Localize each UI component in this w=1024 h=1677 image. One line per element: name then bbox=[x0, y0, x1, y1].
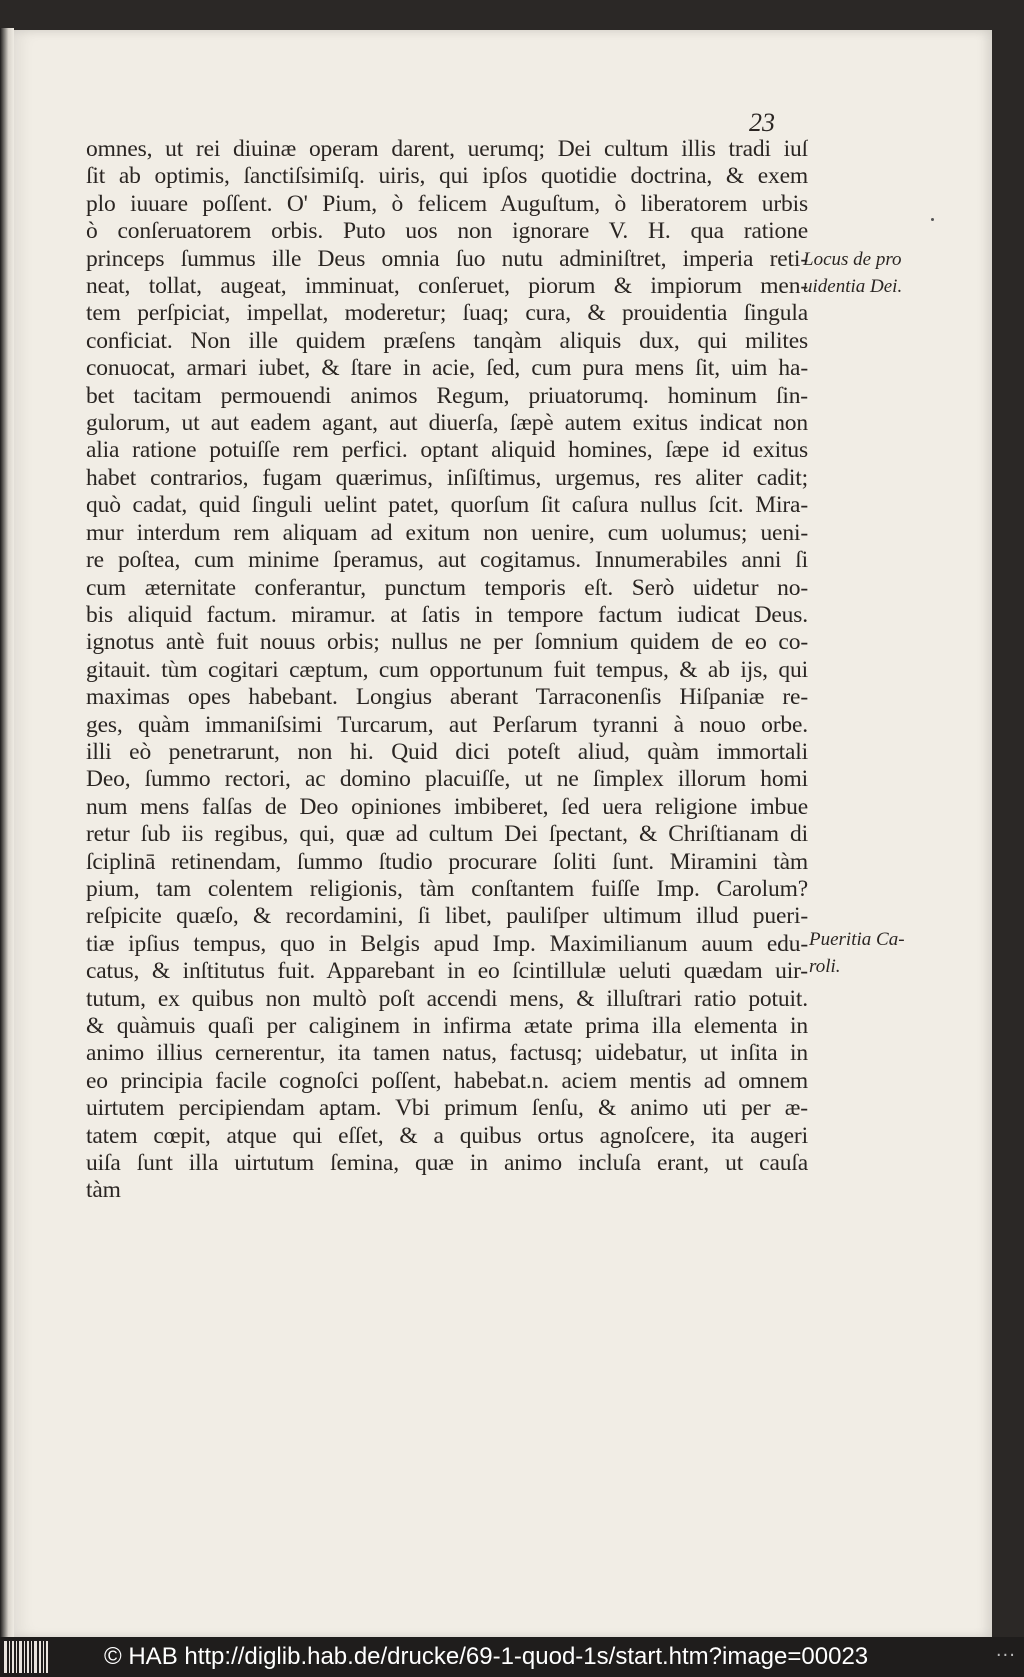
text-line: quò cadat, quid ſinguli uelint patet, quorſum ſit caſura nullus ſcit. Mira- bbox=[86, 492, 808, 519]
copyright-url[interactable]: © HAB http://diglib.hab.de/drucke/69-1-quod-1s/start.htm?image=00023 bbox=[104, 1643, 869, 1670]
text-line: & quàmuis quaſi per caliginem in infirma ætate prima illa elementa in bbox=[86, 1013, 808, 1039]
catchword: tàm bbox=[86, 1177, 121, 1204]
text-line: illi eò penetrarunt, non hi. Quid dici poteſt aliud, quàm immortali bbox=[86, 738, 808, 765]
text-line: re poſtea, cum minime ſperamus, aut cogitamus. Innumerabiles anni ſi bbox=[86, 547, 808, 574]
body-text bbox=[86, 136, 808, 1205]
viewer-footer bbox=[0, 1637, 1024, 1677]
text-line: gitauit. tùm cogitari cæptum, cum opportunum fuit tempus, & ab ijs, qui bbox=[86, 656, 808, 683]
text-line: gulorum, ut aut eadem agant, aut diuerſa, ſæpè autem exitus indicat non bbox=[86, 410, 808, 437]
page-number: 23 bbox=[749, 108, 775, 137]
marginal-note-pueritia bbox=[809, 926, 905, 980]
document-page bbox=[14, 30, 992, 1638]
text-line: princeps ſummus ille Deus omnia ſuo nutu adminiſtret, imperia reti- bbox=[86, 245, 808, 272]
text-line: neat, tollat, augeat, imminuat, conſeruet, piorum & impiorum men- bbox=[86, 273, 808, 300]
text-line: uiſa ſunt illa uirtutum ſemina, quæ in animo incluſa erant, ut cauſa bbox=[86, 1150, 808, 1177]
marginal-line: Locus de pro bbox=[803, 249, 902, 270]
book-edge bbox=[0, 28, 14, 1638]
text-line: alia ratione potuiſſe rem perfici. optant aliquid homines, ſæpe id exitus bbox=[86, 437, 808, 464]
marginal-line: uidentia Dei. bbox=[803, 276, 903, 297]
text-line: tatem cœpit, atque qui eſſet, & a quibus ortus agnoſcere, ita augeri bbox=[86, 1122, 808, 1149]
text-line: habet contrarios, fugam quærimus, inſiſtimus, urgemus, res aliter cadit; bbox=[86, 464, 808, 491]
text-line: num mens falſas de Deo opiniones imbiberet, ſed uera religione imbue bbox=[86, 793, 808, 820]
text-line: pium, tam colentem religionis, tàm conſtantem fuiſſe Imp. Carolum? bbox=[86, 875, 808, 902]
text-line: tiæ ipſius tempus, quo in Belgis apud Imp. Maximilianum auum edu- bbox=[86, 930, 808, 957]
ink-speck bbox=[931, 218, 934, 221]
text-line: tem perſpiciat, impellat, moderetur; ſuaq; cura, & prouidentia ſingula bbox=[86, 300, 808, 327]
text-line: ſciplinā retinendam, ſummo ſtudio procurare ſoliti ſunt. Miramini tàm bbox=[86, 848, 808, 875]
text-line: conficiat. Non ille quidem præſens tanqàm aliquis dux, qui milites bbox=[86, 327, 808, 354]
text-line: bet tacitam permouendi animos Regum, priuatorumq. hominum ſin- bbox=[86, 382, 808, 409]
text-line: Deo, ſummo rectori, ac domino placuiſſe, ut ne ſimplex illorum homi bbox=[86, 766, 808, 793]
more-menu-icon[interactable]: ··· bbox=[995, 1645, 1016, 1666]
text-line: ignotus antè fuit nouus orbis; nullus ne per ſomnium quidem de eo co- bbox=[86, 629, 808, 656]
text-line: cum æternitate conferantur, punctum temporis eſt. Serò uidetur no- bbox=[86, 574, 808, 601]
text-line: ò conſeruatorem orbis. Puto uos non ignorare V. H. qua ratione bbox=[86, 218, 808, 245]
text-line: animo illius cernerentur, ita tamen natus, factusq; uidebatur, ut inſita in bbox=[86, 1040, 808, 1067]
text-line: maximas opes habebant. Longius aberant Tarraconenſis Hiſpaniæ re- bbox=[86, 684, 808, 711]
text-line: omnes, ut rei diuinæ operam darent, uerumq; Dei cultum illis tradi iuſ bbox=[86, 136, 808, 162]
barcode-logo-icon[interactable] bbox=[4, 1641, 48, 1673]
text-line: conuocat, armari iubet, & ſtare in acie, ſed, cum pura mens ſit, uim ha- bbox=[86, 355, 808, 382]
text-line: bis aliquid factum. miramur. at ſatis in tempore factum iudicat Deus. bbox=[86, 601, 808, 628]
text-line: catus, & inſtitutus fuit. Apparebant in eo ſcintillulæ ueluti quædam uir- bbox=[86, 958, 808, 985]
text-line: eo principia facile cognoſci poſſent, habebat.n. aciem mentis ad omnem bbox=[86, 1067, 808, 1094]
marginal-note-providentia bbox=[803, 246, 902, 300]
text-line: uirtutem percipiendam aptam. Vbi primum ſenſu, & animo uti per æ- bbox=[86, 1095, 808, 1122]
text-line: ſit ab optimis, ſanctiſsimiſq. uiris, qui ipſos quotidie doctrina, & exem bbox=[86, 163, 808, 190]
text-line: ges, quàm immaniſsimi Turcarum, aut Perſarum tyranni à nouo orbe. bbox=[86, 711, 808, 738]
text-line: mur interdum rem aliquam ad exitum non uenire, cum uolumus; ueni- bbox=[86, 519, 808, 546]
marginal-line: Pueritia Ca- bbox=[809, 929, 905, 950]
text-line: reſpicite quæſo, & recordamini, ſi libet, pauliſper ultimum illud pueri- bbox=[86, 903, 808, 930]
text-line: plo iuuare poſſent. O' Pium, ò felicem Auguſtum, ò liberatorem urbis bbox=[86, 190, 808, 217]
text-line: retur ſub iis regibus, qui, quæ ad cultum Dei ſpectant, & Chriſtianam di bbox=[86, 821, 808, 848]
text-line: tutum, ex quibus non multò poſt accendi mens, & illuſtrari ratio potuit. bbox=[86, 985, 808, 1012]
marginal-line: roli. bbox=[809, 956, 841, 977]
